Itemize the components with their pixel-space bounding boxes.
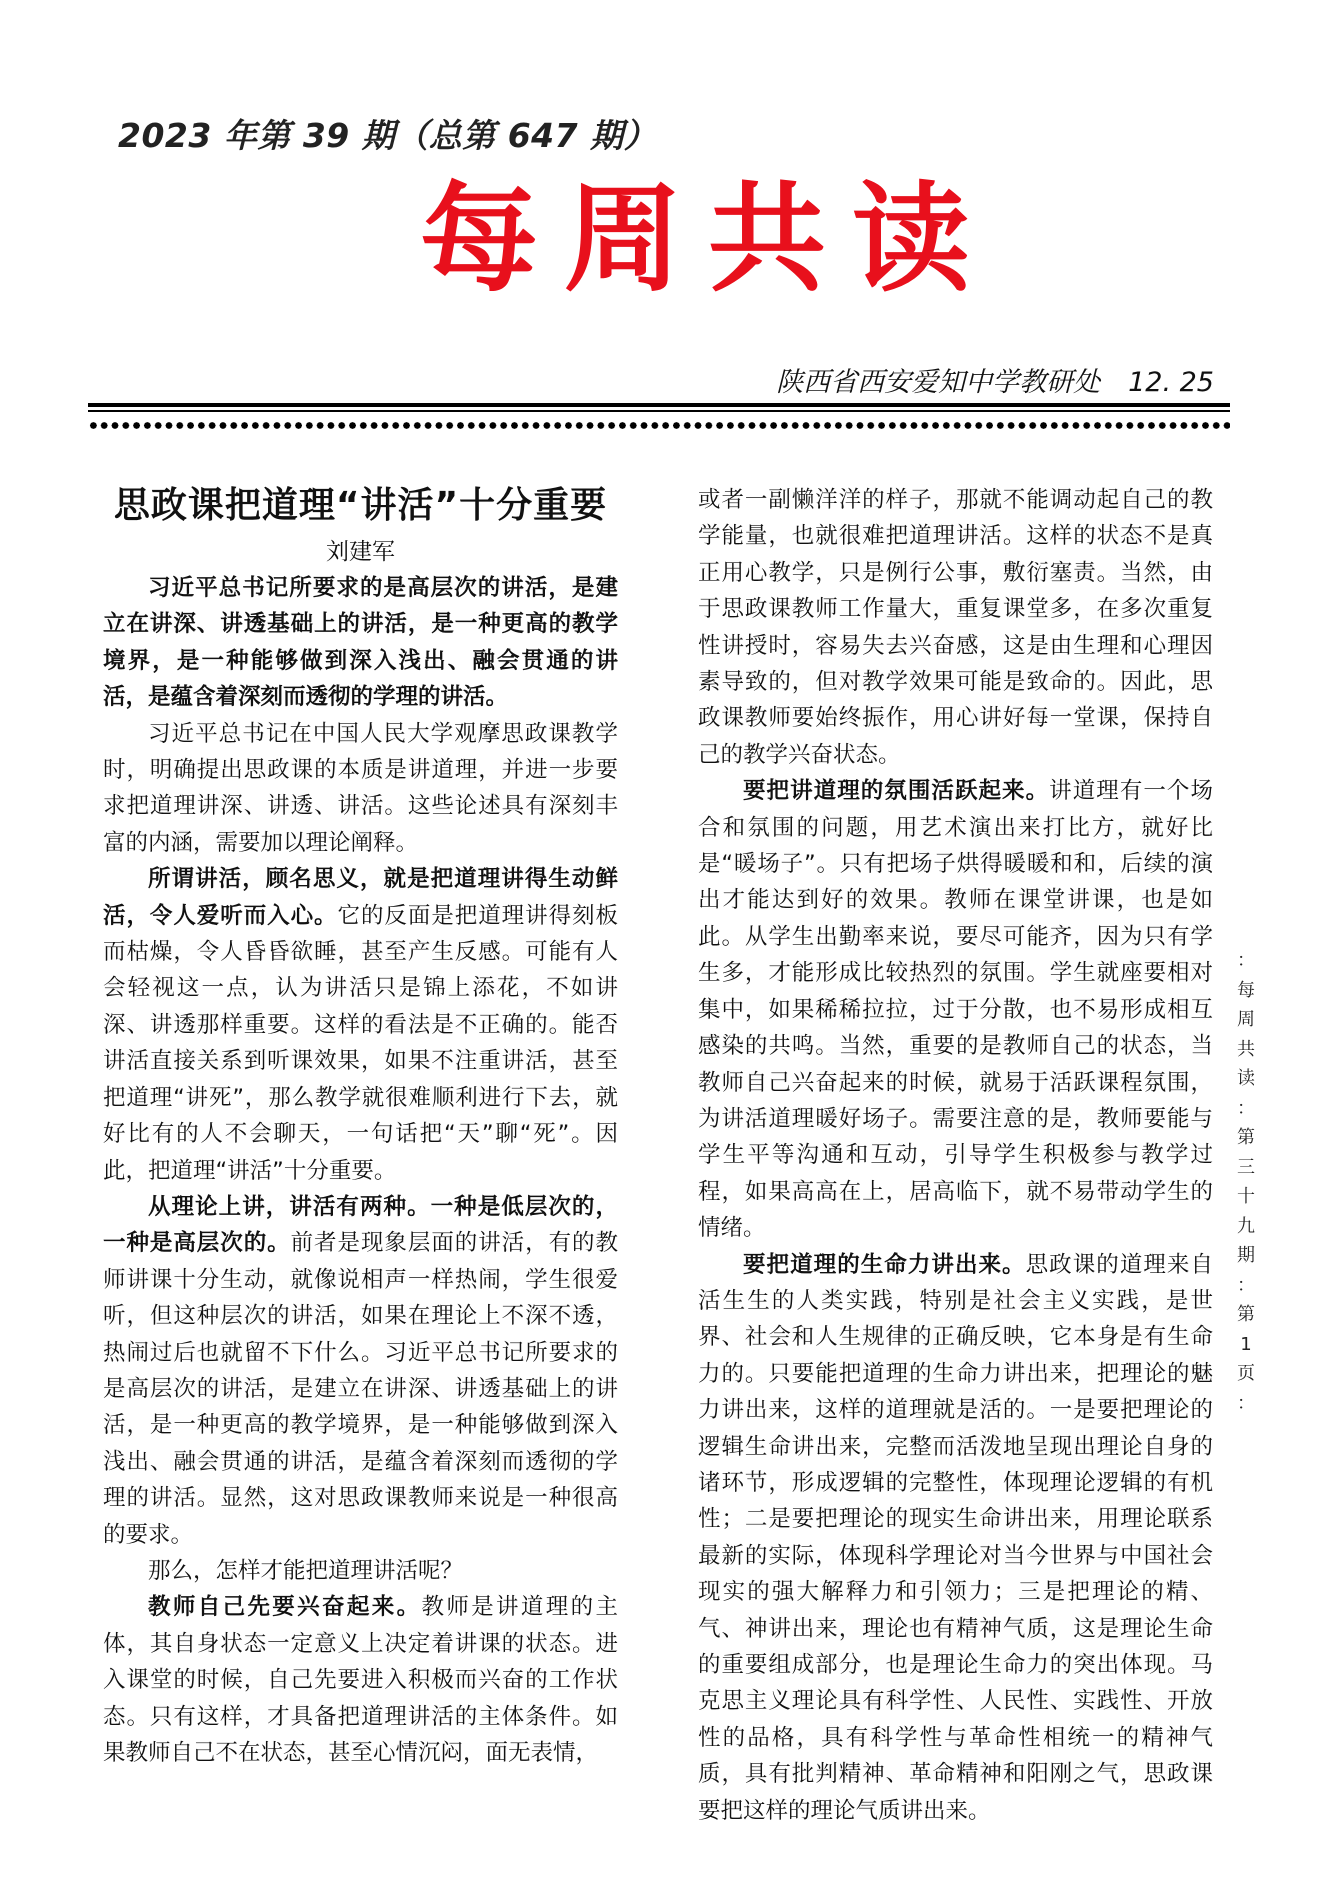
article-column-right (698, 482, 1213, 1829)
sidebar-char: 第 (1237, 1304, 1255, 1325)
sidebar-char: ： (1237, 1392, 1255, 1414)
page-sidebar-label (1235, 946, 1257, 1418)
article-lead-paragraph: 习近平总书记所要求的是高层次的讲活，是建立在讲深、讲透基础上的讲活，是一种更高的教学境界，是一种能够做到深入浅出、融会贯通的讲活，是蕴含着深刻而透彻的学理的讲活。 (103, 575, 618, 711)
article-column-left (103, 482, 618, 1771)
paragraph-lead: 从理论上讲，讲活有两种。一种是低层次的，一种是高层次的。 (103, 1193, 618, 1257)
article-author: 刘建军 (326, 539, 395, 565)
sidebar-char: 九 (1237, 1215, 1255, 1237)
sidebar-char: 三 (1237, 1156, 1255, 1178)
header-rule-thin (88, 410, 1230, 412)
sidebar-char: ： (1237, 1274, 1255, 1296)
sidebar-char: 周 (1237, 1009, 1255, 1030)
sidebar-char: 十 (1237, 1186, 1255, 1207)
article-paragraph: 习近平总书记在中国人民大学观摩思政课教学时，明确提出思政课的本质是讲道理，并进一步要求把道理讲深、讲透、讲活。这些论述具有深刻丰富的内涵，需要加以理论阐释。 (103, 720, 618, 856)
header-rule-top (88, 403, 1230, 407)
header-org-line (776, 360, 1214, 399)
article-title: 思政课把道理“讲活”十分重要 (113, 485, 608, 526)
article-paragraph: 那么，怎样才能把道理讲活呢？ (148, 1557, 464, 1584)
sidebar-char: 读 (1237, 1068, 1255, 1089)
sidebar-char: ： (1237, 1097, 1255, 1119)
section-heading: 要把讲道理的氛围活跃起来。 (743, 778, 1050, 805)
article-paragraph (103, 1589, 618, 1771)
header-rule-dotted (88, 421, 1230, 430)
sidebar-char: 每 (1237, 979, 1255, 1001)
article-paragraph (103, 1189, 618, 1553)
paragraph-lead: 所谓讲活，顾名思义，就是把道理讲得生动鲜活，令人爱听而入心。 (103, 866, 618, 929)
issue-date: 12. 25 (1128, 367, 1214, 398)
article-paragraph (698, 773, 1213, 1246)
section-heading: 要把道理的生命力讲出来。 (743, 1251, 1026, 1278)
sidebar-char: 共 (1237, 1038, 1255, 1060)
paragraph-body: 思政课的道理来自活生生的人类实践，特别是社会主义实践，是世界、社会和人生规律的正确反映，它本身是有生命力的。只要能把道理的生命力讲出来，把理论的魅力讲出来，这样的道理就是活的。一是要把理论的逻辑生命讲出来，完整而活泼地呈现出理论自身的诸环节，形成逻辑的完整性，体现理论逻辑的有机性；二是要把理论的现实生命讲出来，用理论联系最新的实际，体现科学理论对当今世界与中国社会现实的强大解释力和引领力；三是把理论的精、气、神讲出来，理论也有精神气质，这是理论生命的重要组成部分，也是理论生命力的突出体现。马克思主义理论具有科学性、人民性、实践性、开放性的品格，具有科学性与革命性相统一的精神气质，具有批判精神、革命精神和阳刚之气，思政课要把这样的理论气质讲出来。 (698, 1251, 1213, 1824)
sidebar-char: 1 (1240, 1333, 1252, 1355)
paragraph-body: 教师是讲道理的主体，其自身状态一定意义上决定着讲课的状态。进入课堂的时候，自己先要进入积极而兴奋的工作状态。只有这样，才具备把道理讲活的主体条件。如果教师自己不在状态，甚至心情沉闷，面无表情， (103, 1594, 618, 1766)
section-heading: 教师自己先要兴奋起来。 (148, 1594, 422, 1621)
sidebar-char: ： (1237, 950, 1255, 971)
article-paragraph (698, 1247, 1213, 1830)
paragraph-body: 前者是现象层面的讲活，有的教师讲课十分生动，就像说相声一样热闹，学生很爱听，但这种层次的讲活，如果在理论上不深不透，热闹过后也就留不下什么。习近平总书记所要求的是高层次的讲活，是建立在讲深、讲透基础上的讲活，是一种更高的教学境界，是一种能够做到深入浅出、融会贯通的讲活，是蕴含着深刻而透彻的学理的讲活。显然，这对思政课教师来说是一种很高的要求。 (103, 1230, 618, 1548)
issue-number: 2023 年第 39 期（总第 647 期） (118, 116, 658, 155)
article-paragraph-continued: 或者一副懒洋洋的样子，那就不能调动起自己的教学能量，也就很难把道理讲活。这样的状态不是真正用心教学，只是例行公事，敷衍塞责。当然，由于思政课教师工作量大，重复课堂多，在多次重复性讲授时，容易失去兴奋感，这是由生理和心理因素导致的，但对教学效果可能是致命的。因此，思政课教师要始终振作，用心讲好每一堂课，保持自己的教学兴奋状态。 (698, 487, 1213, 768)
masthead-title: 每周共读 (420, 169, 997, 308)
paragraph-body: 它的反面是把道理讲得刻板而枯燥，令人昏昏欲睡，甚至产生反感。可能有人会轻视这一点，认为讲活只是锦上添花，不如讲深、讲透那样重要。这样的看法是不正确的。能否讲活直接关系到听课效果，如果不注重讲活，甚至把道理“讲死”，那么教学就很难顺利进行下去，就好比有的人不会聊天，一句话把“天”聊“死”。因此，把道理“讲活”十分重要。 (103, 902, 618, 1184)
sidebar-char: 第 (1237, 1127, 1255, 1148)
sidebar-char: 期 (1237, 1245, 1255, 1266)
org-name: 陕西省西安爱知中学教研处 (776, 367, 1101, 398)
sidebar-char: 页 (1237, 1363, 1255, 1384)
paragraph-body: 讲道理有一个场合和氛围的问题，用艺术演出来打比方，就好比是“暖场子”。只有把场子烘得暖暖和和，后续的演出才能达到好的效果。教师在课堂讲课，也是如此。从学生出勤率来说，要尽可能齐，因为只有学生多，才能形成比较热烈的氛围。学生就座要相对集中，如果稀稀拉拉，过于分散，也不易形成相互感染的共鸣。当然，重要的是教师自己的状态，当教师自己兴奋起来的时候，就易于活跃课程氛围，为讲活道理暖好场子。需要注意的是，教师要能与学生平等沟通和互动，引导学生积极参与教学过程，如果高高在上，居高临下，就不易带动学生的情绪。 (698, 778, 1213, 1242)
article-paragraph (103, 861, 618, 1189)
